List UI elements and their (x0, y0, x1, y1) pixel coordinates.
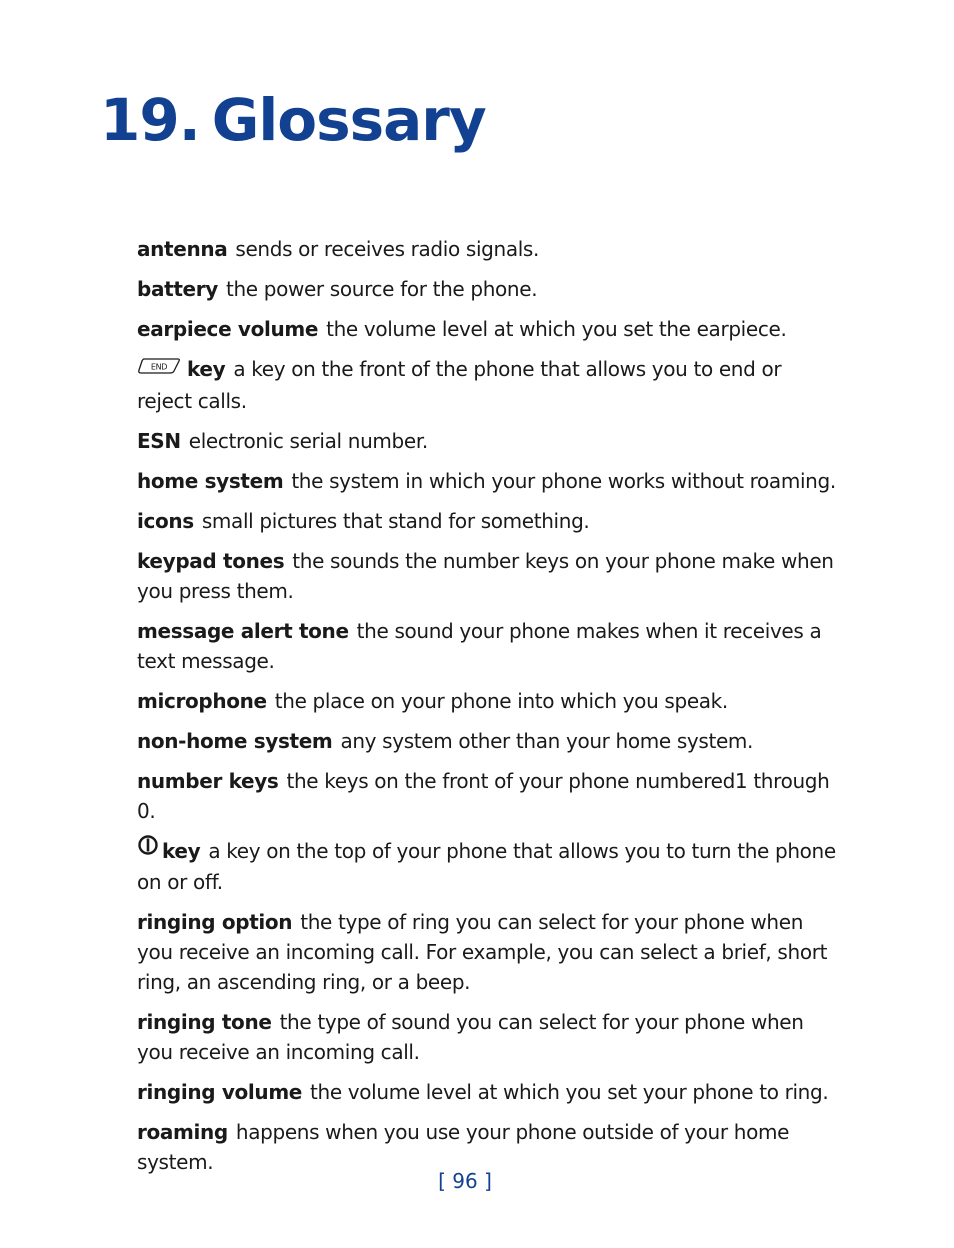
page-number: [ 96 ] (438, 1169, 492, 1193)
glossary-entry (137, 907, 837, 997)
glossary-entry (137, 274, 837, 304)
glossary-entry (137, 616, 837, 676)
glossary-term: number keys (137, 768, 279, 793)
glossary-definition: the keys on the front of your phone numbered1 through 0. (137, 768, 830, 823)
glossary-definition: happens when you use your phone outside of your home system. (137, 1120, 790, 1174)
glossary-term: battery (137, 277, 218, 301)
glossary-definition: a key on the front of the phone that allows you to end or reject calls. (137, 357, 782, 413)
glossary-term: home system (137, 468, 284, 493)
glossary-entry (137, 1077, 837, 1107)
glossary-term: ringing volume (137, 1080, 303, 1104)
glossary-entry (137, 686, 837, 716)
glossary-entry (137, 726, 837, 756)
page-title (100, 82, 486, 158)
glossary-term: ESN (137, 428, 181, 453)
glossary-term: microphone (137, 688, 267, 713)
glossary-entry (137, 354, 837, 416)
end-key-icon (137, 353, 181, 383)
glossary-definition: the type of sound you can select for your phone when you receive an incoming call. (137, 1010, 804, 1064)
glossary-definition: the place on your phone into which you speak. (274, 688, 728, 713)
glossary-definition: the sounds the number keys on your phone make when you press them. (137, 548, 834, 603)
glossary-definition: the type of ring you can select for your phone when you receive an incoming call. For example, you can select a brief, short ring, an ascending ring, or a beep. (137, 910, 828, 994)
glossary-entry (137, 1007, 837, 1067)
glossary-entry (137, 314, 837, 344)
glossary-term: icons (137, 508, 194, 533)
glossary-definition: the power source for the phone. (225, 277, 538, 301)
glossary-term: ringing option (137, 910, 293, 934)
glossary-term: ringing tone (137, 1010, 272, 1034)
glossary-entry (137, 836, 837, 898)
end-key-label: END (150, 362, 168, 371)
glossary-term: roaming (137, 1120, 228, 1144)
glossary-definition: the system in which your phone works without roaming. (291, 468, 836, 493)
glossary-term: key (187, 357, 226, 381)
glossary-entry (137, 466, 837, 496)
glossary-term: message alert tone (137, 618, 349, 643)
chapter-number: 19. (100, 86, 200, 154)
glossary-term: non-home system (137, 728, 333, 753)
glossary-term: earpiece volume (137, 317, 319, 341)
glossary-definition: any system other than your home system. (340, 728, 754, 753)
glossary-definition: the sound your phone makes when it receives a text message. (137, 618, 822, 673)
power-key-icon (137, 834, 159, 864)
glossary-definition: the volume level at which you set the earpiece. (326, 317, 787, 341)
glossary-entry (137, 766, 837, 826)
glossary-definition: a key on the top of your phone that allows you to turn the phone on or off. (137, 838, 836, 894)
glossary-term: keypad tones (137, 548, 285, 573)
glossary-entry (137, 546, 837, 606)
glossary-term: key (162, 838, 201, 863)
chapter-title-text: Glossary (211, 86, 486, 154)
glossary-term: antenna (137, 237, 228, 261)
glossary-definition: small pictures that stand for something. (201, 508, 590, 533)
glossary-list (137, 234, 837, 1187)
glossary-entry (137, 426, 837, 456)
glossary-definition: electronic serial number. (188, 428, 428, 453)
glossary-entry (137, 234, 837, 264)
glossary-definition: the volume level at which you set your phone to ring. (310, 1080, 829, 1104)
glossary-definition: sends or receives radio signals. (235, 237, 540, 261)
glossary-entry (137, 506, 837, 536)
